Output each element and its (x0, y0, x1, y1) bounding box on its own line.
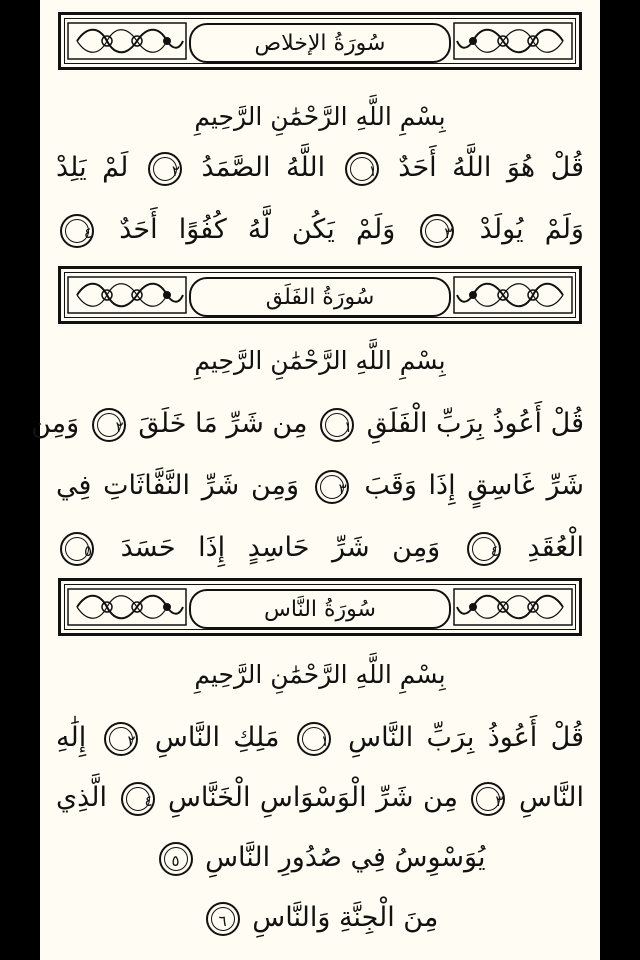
surah-title-cartouche (189, 277, 451, 317)
verse-line (56, 528, 584, 568)
verse-line (56, 778, 584, 818)
verse-line (31, 404, 584, 444)
basmala: بِسْمِ اللَّهِ الرَّحْمَٰنِ الرَّحِيمِ (194, 102, 446, 131)
ayah-marker: ١ (345, 152, 379, 186)
surah-header (58, 12, 582, 70)
verse-text: مِنَ الْجِنَّةِ وَالنَّاسِ (252, 902, 439, 933)
ayah-marker: ٢ (148, 152, 182, 186)
ayah-marker: ١ (320, 408, 354, 442)
verse-text: الَّذِي (56, 782, 108, 813)
surah-title: سُورَةُ الإخلاص (254, 30, 386, 56)
arabesque-ornament-icon (67, 276, 187, 314)
arabesque-ornament-icon (67, 22, 187, 60)
arabesque-ornament-icon (453, 588, 573, 626)
verse-text: مَلِكِ النَّاسِ (154, 722, 280, 753)
ayah-marker: ٦ (206, 902, 240, 936)
surah-header (58, 266, 582, 324)
ayah-marker: ١ (297, 722, 331, 756)
surah-title: سُورَةُ الفَلَق (265, 284, 375, 310)
surah-title-cartouche (189, 589, 451, 629)
arabesque-ornament-icon (453, 22, 573, 60)
verse-text: اللَّهُ الصَّمَدُ (201, 152, 326, 183)
ayah-marker: ٤ (467, 532, 501, 566)
ayah-marker: ٤ (60, 214, 94, 248)
verse-line (56, 466, 584, 506)
verse-line (56, 718, 584, 758)
ayah-marker: ٣ (471, 782, 505, 816)
verse-text: مِن شَرِّ الْوَسْوَاسِ الْخَنَّاسِ (167, 782, 459, 813)
ayah-marker: ٥ (159, 842, 193, 876)
verse-text: قُلْ هُوَ اللَّهُ أَحَدٌ (398, 152, 584, 183)
verse-line (56, 148, 584, 188)
arabesque-ornament-icon (453, 276, 573, 314)
surah-title-cartouche (189, 23, 451, 63)
verse-text: وَلَمْ يُولَدْ (479, 214, 584, 245)
basmala: بِسْمِ اللَّهِ الرَّحْمَٰنِ الرَّحِيمِ (194, 660, 446, 689)
verse-line (56, 210, 584, 250)
verse-text: لَمْ يَلِدْ (56, 152, 129, 183)
verse-text: وَمِن (31, 408, 80, 439)
verse-text: وَمِن شَرِّ حَاسِدٍ إِذَا حَسَدَ (120, 532, 441, 563)
verse-line (56, 898, 584, 938)
verse-text: النَّاسِ (518, 782, 584, 813)
verse-text: يُوَسْوِسُ فِي صُدُورِ النَّاسِ (205, 842, 486, 873)
ayah-marker: ٢ (92, 408, 126, 442)
surah-title: سُورَةُ النَّاس (264, 596, 376, 622)
verse-text: قُلْ أَعُوذُ بِرَبِّ النَّاسِ (348, 722, 584, 753)
ayah-marker: ٣ (420, 214, 454, 248)
arabesque-ornament-icon (67, 588, 187, 626)
ayah-marker: ٥ (60, 532, 94, 566)
ayah-marker: ٢ (104, 722, 138, 756)
verse-text: شَرِّ غَاسِقٍ إِذَا وَقَبَ (364, 470, 584, 501)
verse-text: إِلَٰهِ (56, 722, 87, 753)
verse-text: قُلْ أَعُوذُ بِرَبِّ الْفَلَقِ (366, 408, 584, 439)
verse-line (56, 838, 584, 878)
verse-text: الْعُقَدِ (527, 532, 584, 563)
verse-text: وَلَمْ يَكُن لَّهُ كُفُوًا أَحَدٌ (119, 214, 396, 245)
ayah-marker: ٤ (121, 782, 155, 816)
verse-text: مِن شَرِّ مَا خَلَقَ (138, 408, 308, 439)
ayah-marker: ٣ (315, 470, 349, 504)
basmala: بِسْمِ اللَّهِ الرَّحْمَٰنِ الرَّحِيمِ (194, 346, 446, 375)
mushaf-page (31, 0, 600, 960)
verse-text: وَمِن شَرِّ النَّفَّاثَاتِ فِي (56, 470, 299, 501)
surah-header (58, 578, 582, 636)
